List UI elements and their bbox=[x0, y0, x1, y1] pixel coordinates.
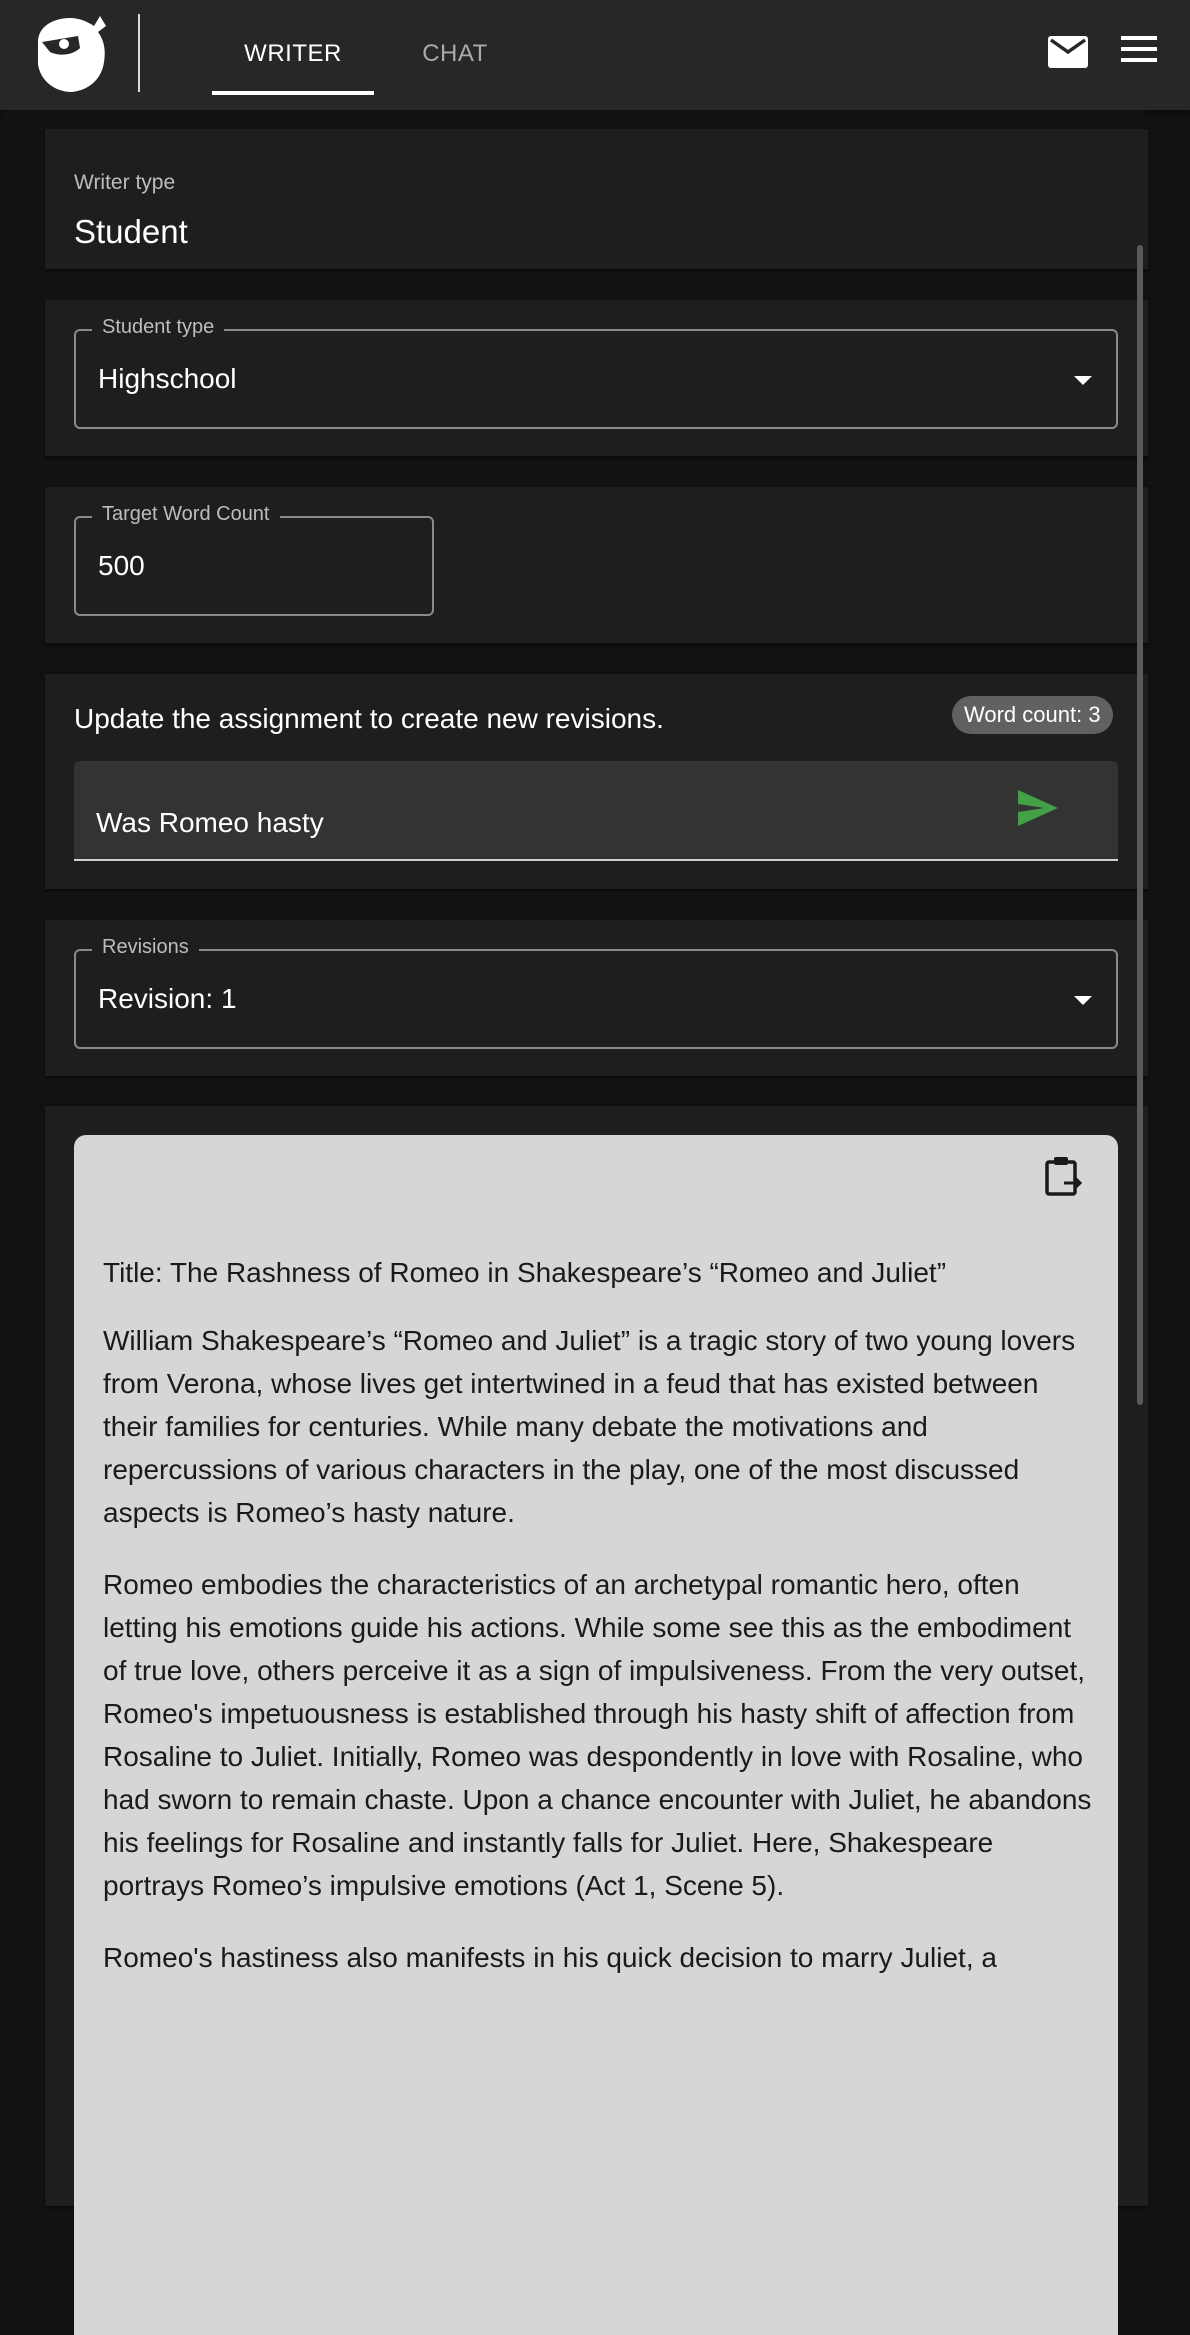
essay-body bbox=[103, 1319, 1093, 2008]
send-icon[interactable] bbox=[1016, 788, 1060, 828]
assignment-input-value: Was Romeo hasty bbox=[96, 807, 324, 838]
tab-writer[interactable]: WRITER bbox=[244, 40, 342, 67]
tab-chat[interactable]: CHAT bbox=[422, 40, 488, 67]
writer-type-label: Writer type bbox=[74, 171, 176, 194]
active-tab-indicator bbox=[212, 91, 374, 95]
menu-icon[interactable] bbox=[1121, 34, 1157, 64]
caret-down-icon bbox=[1074, 376, 1092, 385]
target-word-count-label: Target Word Count bbox=[92, 503, 280, 526]
revisions-card bbox=[45, 920, 1148, 1076]
caret-down-icon bbox=[1074, 996, 1092, 1005]
essay-paragraph: Romeo embodies the characteristics of an archetypal romantic hero, often letting his emotions guide his actions. While some see this as the embodiment of true love, others perceive it as a sign of impulsiveness. From the very outset, Romeo's impetuousness is established through his hasty shift of affection from Rosaline to Juliet. Initially, Romeo was despondently in love with Rosaline, who had sworn to remain chaste. Upon a chance encounter with Juliet, he abandons his feelings for Rosaline and instantly falls for Juliet. Here, Shakespeare portrays Romeo’s impulsive emotions (Act 1, Scene 5). bbox=[103, 1569, 1092, 1901]
essay-title: Title: The Rashness of Romeo in Shakespeare’s “Romeo and Juliet” bbox=[103, 1257, 947, 1288]
essay-card bbox=[45, 1106, 1148, 2206]
student-type-select[interactable] bbox=[74, 316, 1118, 429]
ninja-logo-icon[interactable] bbox=[28, 12, 112, 96]
target-word-count-input[interactable] bbox=[74, 503, 434, 616]
student-type-value: Highschool bbox=[98, 363, 237, 394]
clipboard-copy-icon[interactable] bbox=[1044, 1155, 1084, 1197]
target-word-count-card bbox=[45, 487, 1148, 643]
assignment-input[interactable] bbox=[74, 761, 1118, 861]
assignment-instruction: Update the assignment to create new revisions. bbox=[74, 703, 664, 734]
header-divider bbox=[138, 14, 140, 92]
word-count-badge: Word count: 3 bbox=[952, 696, 1113, 734]
writer-panel bbox=[4, 110, 1145, 2008]
scrollbar[interactable] bbox=[1137, 245, 1143, 1405]
essay-paper bbox=[74, 1135, 1118, 2335]
student-type-card bbox=[45, 300, 1148, 456]
essay-paragraph: Romeo's hastiness also manifests in his quick decision to marry Juliet, a bbox=[103, 1942, 997, 1973]
essay-paragraph: William Shakespeare’s “Romeo and Juliet” is a tragic story of two young lovers from Verona, whose lives get intertwined in a feud that has existed between their families for centuries. While many debate the motivations and repercussions of various characters in the play, one of the most discussed aspects is Romeo’s hasty nature. bbox=[103, 1325, 1076, 1528]
revisions-select[interactable] bbox=[74, 936, 1118, 1049]
student-type-label: Student type bbox=[92, 316, 224, 339]
app-bar bbox=[0, 0, 1190, 110]
mail-icon[interactable] bbox=[1048, 36, 1088, 68]
revisions-value: Revision: 1 bbox=[98, 983, 237, 1014]
writer-type-value: Student bbox=[74, 213, 188, 250]
writer-type-card[interactable] bbox=[45, 129, 1148, 269]
revisions-label: Revisions bbox=[92, 936, 199, 959]
assignment-card bbox=[45, 674, 1148, 889]
target-word-count-value: 500 bbox=[98, 550, 145, 581]
